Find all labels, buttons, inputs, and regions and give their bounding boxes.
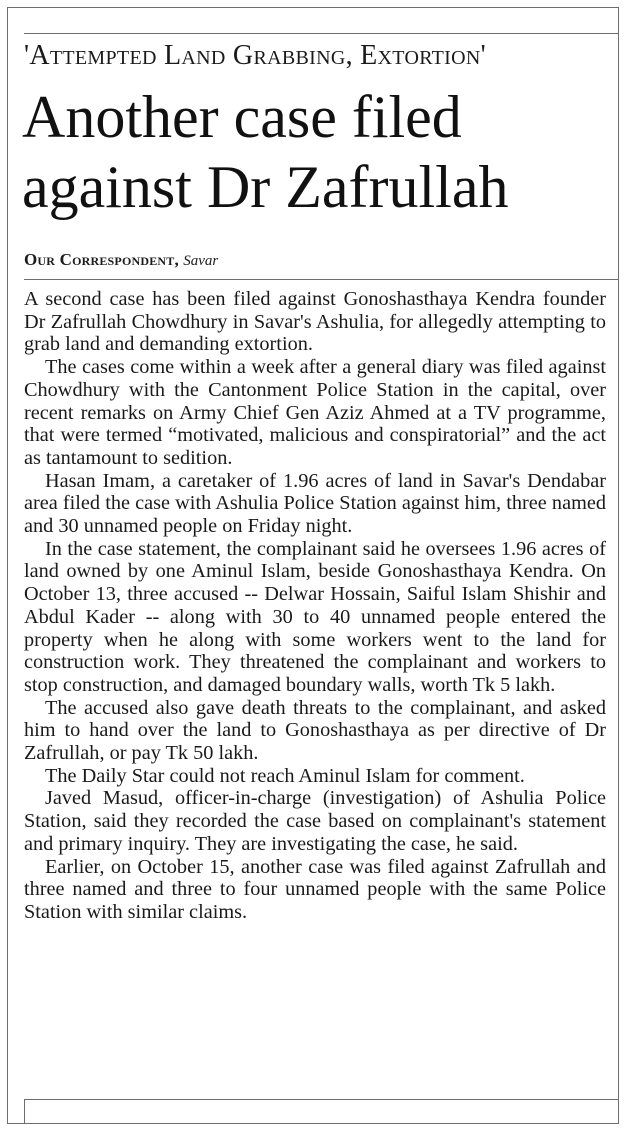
top-rule (24, 33, 619, 34)
byline (24, 250, 218, 270)
byline-rule (24, 279, 619, 280)
byline-author: Our Correspondent, (24, 250, 179, 269)
corner-rule (24, 1099, 25, 1124)
article-paragraph: Earlier, on October 15, another case was filed against Zafrullah and three named and three to four unnamed people with the same Police Station with similar claims. (24, 855, 606, 923)
byline-location: Savar (183, 253, 219, 269)
article-paragraph: Hasan Imam, a caretaker of 1.96 acres of land in Savar's Dendabar area filed the case with Ashulia Police Station against him, three named and 30 unnamed people on Friday night. (24, 469, 606, 538)
article-paragraph: Javed Masud, officer-in-charge (investigation) of Ashulia Police Station, said they recorded the case based on complainant's statement and primary inquiry. They are investigating the case, he said. (24, 787, 606, 855)
article-body (24, 288, 606, 924)
article-paragraph: The accused also gave death threats to the complainant, and asked him to hand over the land to Gonoshasthaya as per directive of Dr Zafrullah, or pay Tk 50 lakh. (24, 696, 606, 765)
bottom-rule (24, 1099, 619, 1100)
article-paragraph: A second case has been filed against Gonoshasthaya Kendra founder Dr Zafrullah Chowdhury in Savar's Ashulia, for allegedly attempting to grab land and demanding extortion. (24, 288, 606, 356)
article-kicker: 'Attempted Land Grabbing, Extortion' (24, 40, 486, 71)
article-paragraph: The cases come within a week after a general diary was filed against Chowdhury with the Cantonment Police Station in the capital, over recent remarks on Army Chief Gen Aziz Ahmed at a TV programme, that were termed “motivated, malicious and conspiratorial” and the act as tantamount to sedition. (24, 356, 606, 469)
article-paragraph: In the case statement, the complainant said he oversees 1.96 acres of land owned by one Aminul Islam, beside Gonoshasthaya Kendra. On October 13, three accused -- Delwar Hossain, Saiful Islam Shishir and Abdul Kader -- along with 30 to 40 unnamed people entered the property when he along with some workers went to the land for construction work. They threatened the complainant and workers to stop construction, and damaged boundary walls, worth Tk 5 lakh. (24, 537, 606, 696)
article-paragraph: The Daily Star could not reach Aminul Islam for comment. (45, 764, 525, 787)
article-headline: Another case filed against Dr Zafrullah (22, 84, 509, 220)
